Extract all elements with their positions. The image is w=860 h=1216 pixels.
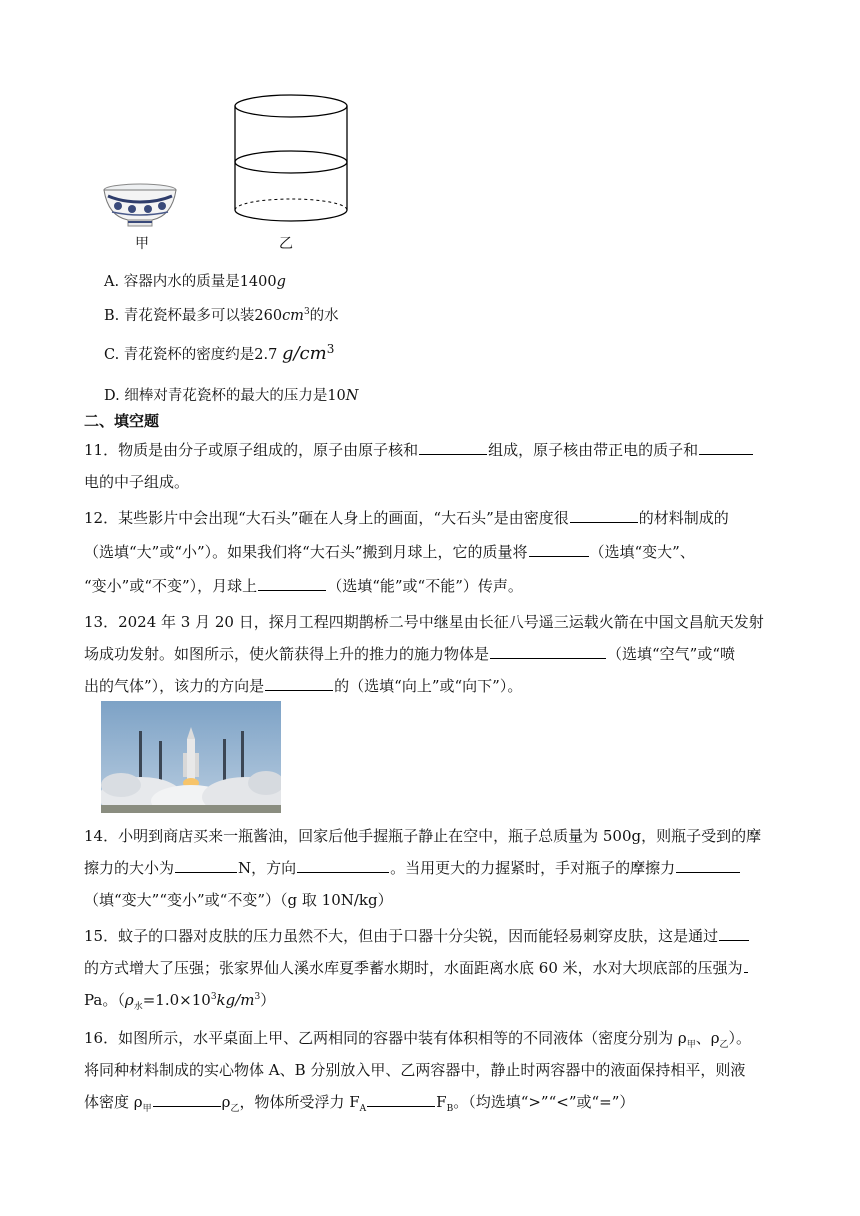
option-c-value: 2.7	[254, 347, 282, 363]
q14-line-3: （填“变大”“变小”或“不变”）（g 取 10N/kg）	[84, 891, 393, 909]
q14-line-2	[84, 858, 741, 878]
q11-text-1: 11．物质是由分子或原子组成的，原子由原子核和	[84, 441, 419, 459]
q16-line-1	[84, 1028, 751, 1048]
q16-line-2: 将同种材料制成的实心物体 A、B 分别放入甲、乙两容器中，静止时两容器中的液面保持相平，则液	[84, 1061, 746, 1079]
q16-blank-1[interactable]	[153, 1092, 221, 1107]
q13-line-3	[84, 676, 522, 696]
q11-blank-1[interactable]	[419, 440, 487, 455]
option-a-unit: g	[276, 274, 286, 290]
q15-unit-exponent: 3	[254, 992, 261, 1002]
q15-unit: kg/m	[216, 991, 255, 1009]
option-d-unit: N	[345, 388, 359, 404]
q13-line-2	[84, 644, 735, 664]
q13-text-3: 出的气体”），该力的方向是	[84, 677, 265, 695]
q15-blank-2[interactable]	[744, 958, 748, 973]
option-a-value: 1400	[239, 274, 277, 290]
q16-text-5: ρ	[221, 1093, 231, 1111]
q12-text-2: 的材料制成的	[638, 509, 729, 527]
q16-sub-5: A	[359, 1104, 367, 1114]
q15-text-4: =1.0×10	[142, 991, 211, 1009]
q15-sub-water: 水	[133, 1002, 143, 1012]
q12-blank-3[interactable]	[258, 576, 326, 591]
bowl-figure	[102, 180, 178, 230]
q14-line-1: 14．小明到商店买来一瓶酱油，回家后他手握瓶子静止在空中，瓶子总质量为 500g，则瓶子受到的摩	[84, 827, 762, 845]
bowl-caption: 甲	[135, 236, 149, 252]
q16-sub-2: 乙	[719, 1040, 729, 1050]
option-c-exponent: 3	[326, 342, 335, 357]
q14-blank-3[interactable]	[676, 858, 740, 873]
option-b-unit: cm	[282, 308, 304, 324]
q12-text-5: “变小”或“不变”），月球上	[84, 577, 258, 595]
q16-text-7: F	[436, 1093, 447, 1111]
option-a-text: A. 容器内水的质量是	[104, 274, 240, 290]
q12-text-3: （选填“大”或“小”）。如果我们将“大石头”搬到月球上，它的质量将	[84, 543, 528, 561]
q16-blank-2[interactable]	[367, 1092, 435, 1107]
bowl-image	[102, 180, 178, 230]
q15-rho: ρ	[124, 991, 134, 1009]
option-c	[104, 343, 334, 364]
q15-line-2	[84, 958, 749, 978]
rocket-launch-image	[101, 701, 281, 813]
q16-text-4: 体密度 ρ	[84, 1093, 143, 1111]
option-b	[104, 304, 339, 325]
q14-text-3: 。当用更大的力握紧时，手对瓶子的摩擦力	[390, 859, 676, 877]
container-caption: 乙	[279, 236, 293, 252]
q11-text-2: 组成，原子核由带正电的质子和	[488, 441, 699, 459]
q13-blank-2[interactable]	[265, 676, 333, 691]
q12-text-4: （选填“变大”、	[589, 543, 695, 561]
q14-blank-1[interactable]	[175, 858, 237, 873]
q15-exponent: 3	[210, 992, 217, 1002]
option-b-exponent: 3	[303, 307, 310, 318]
q11-line-1	[84, 440, 754, 460]
q12-line-2	[84, 542, 695, 562]
q13-text-2: （选填“空气”或“喷	[607, 645, 736, 663]
option-d-text: D. 细棒对青花瓷杯的最大的压力是	[104, 388, 328, 404]
q15-blank-1[interactable]	[719, 926, 749, 941]
section-title: 二、填空题	[84, 412, 160, 430]
q16-text-3: ）。	[728, 1029, 752, 1047]
q14-blank-2[interactable]	[297, 858, 389, 873]
q16-sub-4: 乙	[230, 1104, 240, 1114]
q12-line-1	[84, 508, 729, 528]
q15-line-1	[84, 926, 750, 946]
option-b-suffix: 的水	[309, 308, 339, 324]
q12-blank-2[interactable]	[529, 542, 589, 557]
q16-text-6: ，物体所受浮力 F	[239, 1093, 360, 1111]
q11-line-2: 电的中子组成。	[84, 473, 190, 491]
q15-text-5: ）	[260, 991, 276, 1009]
q16-text-1: 16．如图所示，水平桌面上甲、乙两相同的容器中装有体积相等的不同液体（密度分别为 ρ	[84, 1029, 687, 1047]
q16-sub-3: 甲	[142, 1104, 152, 1114]
q12-blank-1[interactable]	[570, 508, 638, 523]
q15-line-3	[84, 990, 275, 1010]
container-image	[230, 92, 352, 224]
option-d-value: 10	[327, 388, 346, 404]
option-c-unit: g/cm	[281, 343, 327, 364]
q16-sub-6: B	[446, 1104, 454, 1114]
q15-text-1: 15．蚊子的口器对皮肤的压力虽然不大，但由于口器十分尖锐，因而能轻易刺穿皮肤，这是通过	[84, 927, 719, 945]
option-d	[104, 384, 358, 405]
q13-text-4: 的（选填“向上”或“向下”）。	[334, 677, 523, 695]
option-a	[104, 270, 286, 291]
container-figure	[230, 92, 352, 224]
q16-text-2: 、ρ	[695, 1029, 720, 1047]
option-b-value: 260	[254, 308, 283, 324]
q14-text-1: 擦力的大小为	[84, 859, 175, 877]
q13-blank-1[interactable]	[490, 644, 606, 659]
q13-text-1: 场成功发射。如图所示，使火箭获得上升的推力的施力物体是	[84, 645, 490, 663]
q15-text-3: Pa。（	[84, 991, 125, 1009]
q14-text-2: N，方向	[238, 859, 297, 877]
q13-line-1: 13．2024 年 3 月 20 日，探月工程四期鹊桥二号中继星由长征八号遥三运载火箭在中国文昌航天发射	[84, 613, 764, 631]
q11-blank-2[interactable]	[699, 440, 753, 455]
q12-text-1: 12．某些影片中会出现“大石头”砸在人身上的画面，“大石头”是由密度很	[84, 509, 569, 527]
q16-sub-1: 甲	[686, 1040, 696, 1050]
q12-text-6: （选填“能”或“不能”）传声。	[327, 577, 523, 595]
q16-text-8: 。（均选填“>”“<”或“=”）	[453, 1093, 635, 1111]
q16-line-3	[84, 1092, 634, 1112]
q12-line-3	[84, 576, 523, 596]
option-b-text: B. 青花瓷杯最多可以装	[104, 308, 255, 324]
q15-text-2: 的方式增大了压强；张家界仙人溪水库夏季蓄水期时，水面距离水底 60 米，水对大坝底部的压强为	[84, 959, 743, 977]
option-c-text: C. 青花瓷杯的密度约是	[104, 347, 255, 363]
